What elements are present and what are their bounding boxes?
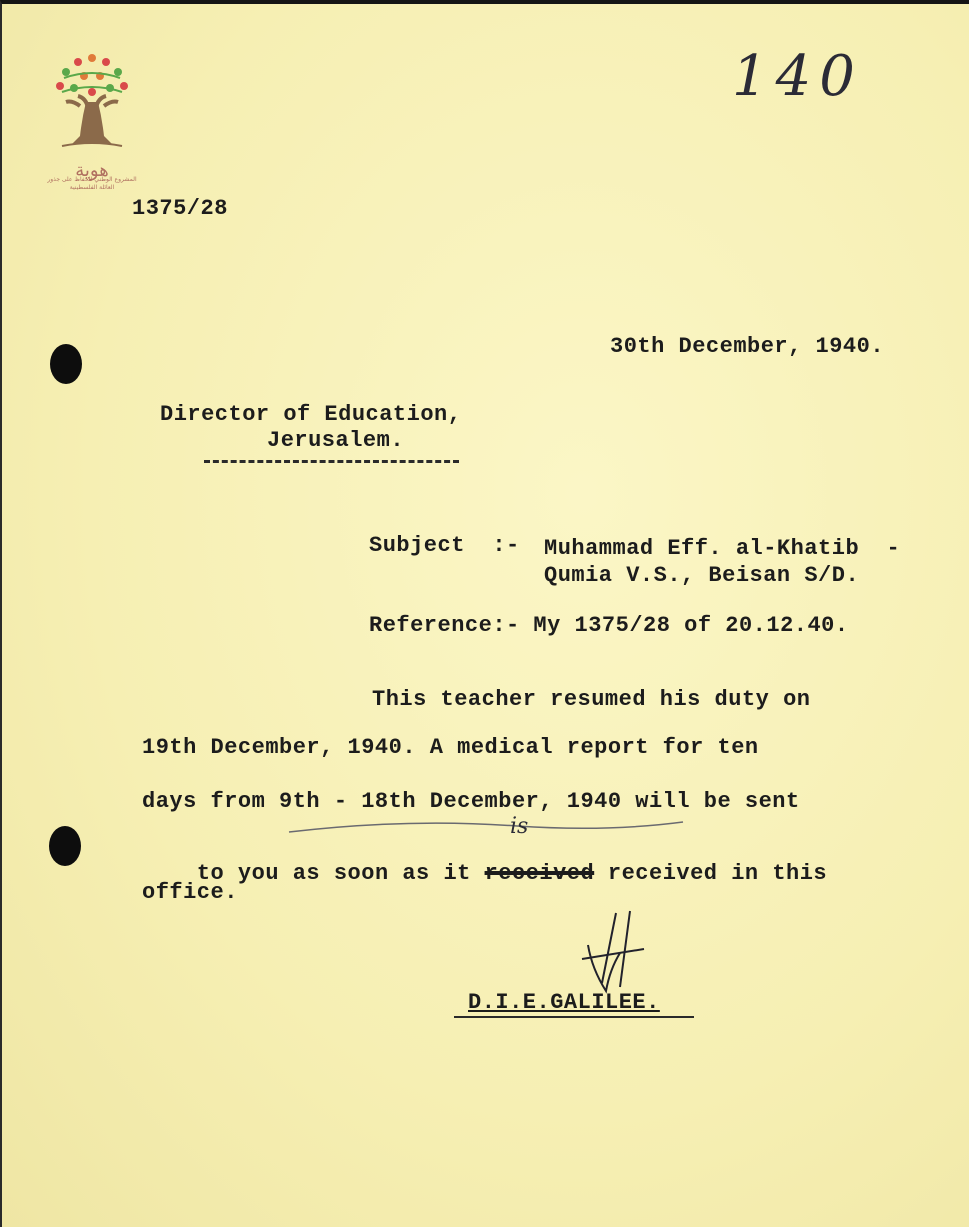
insertion-mark: [287, 814, 687, 838]
subject-line-2: Qumia V.S., Beisan S/D.: [544, 563, 860, 588]
body-line-1: This teacher resumed his duty on: [372, 687, 811, 712]
punch-hole-bottom: [49, 826, 81, 866]
addressee-divider: [204, 460, 459, 463]
body-line-5: office.: [142, 880, 238, 905]
letter-date: 30th December, 1940.: [610, 334, 885, 359]
signature-underline: [454, 1016, 694, 1018]
tree-logo-icon: [42, 38, 142, 198]
subject-label: Subject :-: [369, 533, 520, 558]
reference-line: Reference:- My 1375/28 of 20.12.40.: [369, 613, 849, 638]
punch-hole-top: [50, 344, 82, 384]
handwritten-insertion: is: [510, 814, 529, 839]
addressee-line-1: Director of Education,: [160, 402, 462, 427]
logo-subtitle: المشروع الوطني للحفاظ على جذور العائلة الفلسطينية: [47, 176, 137, 191]
body-line-4-start: to you as soon as it: [196, 861, 485, 886]
body-line-3: days from 9th - 18th December, 1940 will be sent: [142, 789, 800, 814]
body-line-4: [142, 836, 827, 911]
logo-name: هوية: [75, 160, 109, 181]
addressee-line-2: Jerusalem.: [267, 428, 405, 453]
file-reference-number: 1375/28: [132, 196, 228, 221]
signature-block: D.I.E.GALILEE.: [468, 990, 660, 1015]
body-line-4-end: received in this: [594, 861, 828, 886]
handwritten-signature: [572, 909, 652, 999]
subject-line-1: Muhammad Eff. al-Khatib -: [544, 536, 901, 561]
body-line-2: 19th December, 1940. A medical report for ten: [142, 735, 759, 760]
struck-word: received: [484, 861, 595, 886]
page-number: 140: [732, 44, 863, 109]
